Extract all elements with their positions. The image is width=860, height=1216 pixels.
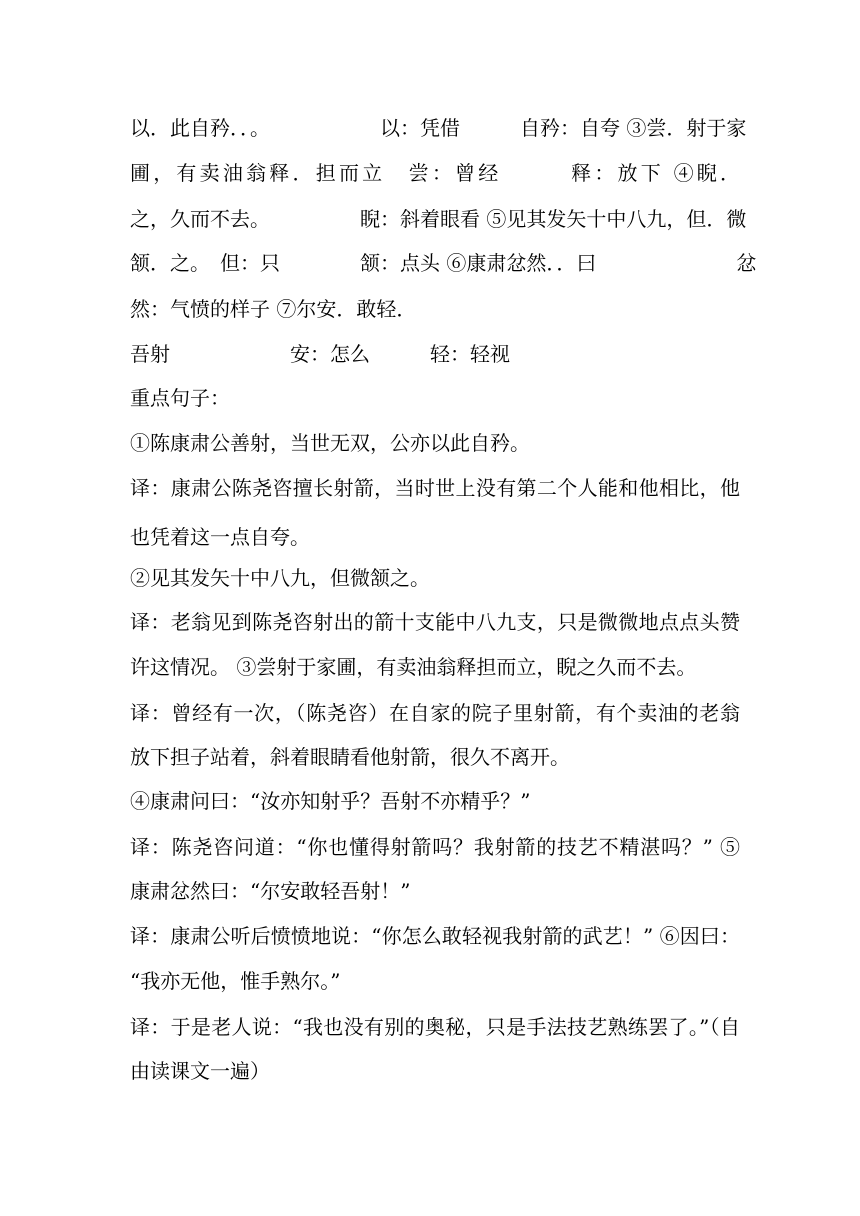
translation-line: 译：于是老人说：“我也没有别的奥秘，只是手法技艺熟练罢了。”（自 bbox=[130, 1015, 740, 1039]
section-heading: 重点句子： bbox=[130, 386, 230, 410]
key-sentence: “我亦无他，惟手熟尔。” bbox=[130, 969, 341, 993]
translation-line: 译：陈尧咨问道：“你也懂得射箭吗？我射箭的技艺不精湛吗？” ⑤ bbox=[130, 835, 740, 859]
text-line: 以．此自矜．．。 以：凭借 自矜：自夸 ③尝．射于家 bbox=[130, 116, 747, 140]
key-sentence: ④康肃问曰：“汝亦知射乎？吾射不亦精乎？” bbox=[130, 789, 531, 813]
translation-line: 译：老翁见到陈尧咨射出的箭十支能中八九支，只是微微地点点头赞 bbox=[130, 610, 740, 634]
key-sentence: 康肃忿然曰：“尔安敢轻吾射！” bbox=[130, 879, 411, 903]
key-sentence: ①陈康肃公善射，当世无双，公亦以此自矜。 bbox=[130, 431, 530, 455]
translation-line: 放下担子站着，斜着眼睛看他射箭，很久不离开。 bbox=[130, 745, 570, 769]
text-line: 圃，有卖油翁释．担而立 尝：曾经 释：放下 ④睨． bbox=[130, 161, 740, 185]
translation-line: 译：康肃公陈尧咨擅长射箭，当时世上没有第二个人能和他相比，他 bbox=[130, 476, 740, 500]
text-line: 之，久而不去。 睨：斜着眼看 ⑤见其发矢十中八九，但．微 bbox=[130, 207, 747, 231]
text-line: 吾射 安：怎么 轻：轻视 bbox=[130, 342, 510, 366]
translation-line: 译：曾经有一次，（陈尧咨）在自家的院子里射箭，有个卖油的老翁 bbox=[130, 701, 740, 725]
instruction-line: 由读课文一遍） bbox=[130, 1059, 270, 1083]
translation-line: 许这情况。 ③尝射于家圃，有卖油翁释担而立，睨之久而不去。 bbox=[130, 655, 697, 679]
text-line: 然：气愤的样子 ⑦尔安．敢轻． bbox=[130, 297, 417, 321]
text-line: 颔．之。 但：只 颔：点头 ⑥康肃忿然．．曰 忿 bbox=[130, 251, 757, 275]
translation-line: 译：康肃公听后愤愤地说：“你怎么敢轻视我射箭的武艺！” ⑥因曰： bbox=[130, 924, 740, 948]
key-sentence: ②见其发矢十中八九，但微颔之。 bbox=[130, 566, 430, 590]
translation-line: 也凭着这一点自夸。 bbox=[130, 525, 310, 549]
